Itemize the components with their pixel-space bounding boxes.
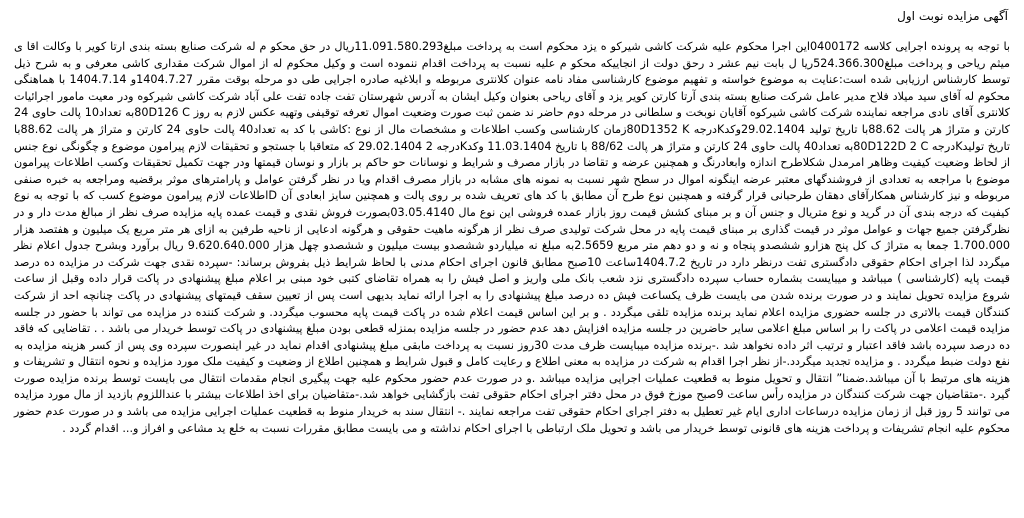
notice-title: آگهی مزایده نوبت اول xyxy=(897,9,1008,23)
notice-body: با توجه به پرونده اجرایی کلاسه 0400172این اجرا محکوم علیه شرکت کاشی شیرکو ه یزد محکوم است به پرداخت مبلغ11.091.580.293ریال در حق محکو م له شرکت صنایع بسته بندی ارتا کویر با وکالت اقا ی میثم ریاحی و پرداخت مبلغ524.366.300ریا ل بابت نیم عشر د رحق دولت از انجاییکه محکو م علیه نسبت به پرداخت اقدام ننموده است و وکیل محکوم له از اموال شرکت مقداری کاشی معرفی و به شرح ذیل توسط کارشناس ارزیابی شده است:عنایت به موضوع خواسته و تفهیم موضوع کارشناسی مفاد نامه عنوان کلانتری مربوطه و ابلاغیه صادره اجرایی طی دو مرحله بوقت مقرر 1404.7.27و 1404.7.14 با هماهنگی محکوم له آقای سید میلاد فلاح مدیر عامل شرکت صنایع بسته بندی آرتا کارتن کویر یزد و آقای ریاحی بعنوان وکیل ایشان به آدرس شهرستان تفت جاده تفت علی آباد شرکت کاشی شیرکوه ودر معیت مامور اجرائیات کلانتری آقای نادی مراجعه نماینده شرکت کاشی شیرکوه آقایان نوبخت و سلطانی در مرحله دوم حاضر ند ضمن ثبت صورت وضعیت اموال تعرفه توقیفی وتهیه عکس لازم به روز 80D126 Cبه تعداد10 پالت حاوی 24 کارتن و متراژ هر پالت 88.62با تاریخ تولید 29.02.1404وکدKدرجه 80D1352 Kزمان کارشناسی وکسب اطلاعات و مشخصات مال از نوع :کاشی با کد به تعداد40 پالت حاوی 24 کارتن و متراژ هر پالت 88.62با تاریخ تولیدKدرجه 80D122D 2 Cبه تعداد40 پالت حاوی 24 کارتن و متراژ هر پالت 88/62 با تاریخ 11.03.1404 وکدKدرجه 2 29.02.1404 که متعاقبا با جستجو و تحقیقات لازم پیرامون موضوع و چگونگی نوع جنس از لحاظ وضعیت کیفیت وظاهر امرمدل شکلاطرح اندازه وابعادرنگ و همچنین عرضه و تقاضا در بازار مصرف و شرایط و نوسانات حو حاکم بر بازار و نوسان قیمتها ودر جهت تکمیل تحقیقات وکسب اطلاعات پیرامون موضوع با مراجعه به تعدادی از فروشندگهای معتبر عرضه اینگونه اموال در سطح شهر نسبت به نمونه های مشابه در بازار مصرف اقدام ویا در نظر گرفتن عوامل و پارامترهای موثر برقضیه ومراجعه به خبره صنفی مربوطه و نیز کارشناس همکارآقای دهقان طرحبانی قرار گرفته و همچنین نوع طرح آن مطابق با کد های تعریف شده بر روی پالت و همچنین سایز ابعادی آن Dاطلاعات لازم پیرامون موضوع کسب که با توجه به نوع کیفیت که درجه بندی آن در گرید و نوع متریال و جنس آن و بر مبنای کشش قیمت روز بازار عمده فروشی این نوع مال 03.05.4140بصورت فروش نقدی و قیمت عمده پایه مزایده صرف نظر از مبالغ مدت دار و در نظرگرفتن جمیع جهات و عوامل موثر در قیمت گذاری بر مبنای قیمت پایه در محل شرکت تولیدی صرف نظر از هرگونه ماهیت حقوقی و هرگونه ادعایی از ناحیه طرفین به ازای هر متر مربع یک میلیون و هفتصد هزار 1.700.000 جمعا به متراژ ک کل پنج هزارو ششصدو پنجاه و نه و دو دهم متر مربع 2.5659به مبلغ نه میلیاردو ششصدو بیست میلیون و ششصدو چهل هزار 9.620.640.000 ریال برآورد وبشرح جدول اعلام نظر میگردد لذا اجرای احکام حقوقی دادگستری تفت درنظر دارد در تاریخ 1404.7.2ساعت 10صبح مطابق قانون اجرای احکام مدنی با لحاظ شرایط ذیل بفروش برساند: -سپرده نقدی جهت شرکت در مزایده ده درصد قیمت پایه (کارشناسی ) میباشد و میبایست بشماره حساب سپرده دادگستری نزد شعب بانک ملی واریز و اصل فیش را به همراه تقاضای کتبی خود مبنی بر اعلام مبلغ پیشنهادی در پاکت قرار داده وقبل از ساعت شروع مزایده تحویل نمایند و در صورت برنده شدن می بایست ظرف یکساعت فیش ده درصد مبلغ پیشنهادی را به اجرا ارائه نماید بدیهی است پس از تعیین سقف قیمتهای پیشنهادی در پاکت چنانچه احد از شرکت کنندگان قیمت بالاتری در جلسه حضوری مزایده اعلام نماید برنده مزایده تلقی میگردد . و بر این اساس قیمت اعلام شده در پاکت قیمت پایه محسوب میگردد. و شرکت کننده در مزایده می تواند با حضور در جلسه مزایده قیمت اعلامی در پاکت را بر اساس مبلغ اعلامی سایر حاضرین در جلسه مزایده افزایش دهد عدم حضور در جلسه مزایده بمنزله قطعی بودن مبلغ پیشنهادی در پاکت توسط خریدار می باشد . . تقاضایی که فاقد ده درصد سپرده باشد فاقد اعتبار و ترتیب اثر داده نخواهد شد .-برنده مزایده میبایست ظرف مدت 30روز نسبت به پرداخت مابقی مبلغ پیشنهادی اقدام نماید در غیر اینصورت سپرده وی پس از کسر هزینه مزایده به نفع دولت ضبط میگردد . و مزایده تجدید میگردد.-از نظر اجرا اقدام به شرکت در مزایده به معنی اطلاع و رعایت کامل و قبول شرایط و همچنین اطلاع از وضعیت و کیفیت ملک مورد مزایده و نحوه انتقال و تشریفات و هزینه های مرتبط با آن میباشد.ضمنا” انتقال و تحویل منوط به قطعیت عملیات اجرایی مزایده میباشد .و در صورت عدم حضور محکوم علیه جهت پیگیری انجام مقدمات انتقال می بایست توسط برنده مزایده صورت گیرد .-متقاضیان جهت شرکت کنندگان در مزایده رأس ساعت 9صبح موزخ فوق در محل دفتر اجرای احکام حقوقی تفت بازگشایی خواهد شد.-متقاضیان برای اخذ اطلاعات بیشتر با عنداللزوم بازدید از مال مورد مزایده می توانند 5 روز قبل از زمان مزایده درساعات اداری ایام غیر تعطیل به دفتر اجرای احکام حقوقی تفت مراجعه نمایند .- انتقال سند به خریدار منوط به قطعیت عملیات اجرایی مزایده می باشد و در صورت عدم حضور محکوم علیه انجام تشریفات و پرداخت هزینه های قانونی توسط خریدار می باشد و تحویل ملک ارتباطی با اجرای احکام نداشته و می بایست مطابق مقررات نسبت به خلع ید مشاعی و افراز و... اقدام گردد . xyxy=(14,40,1011,435)
